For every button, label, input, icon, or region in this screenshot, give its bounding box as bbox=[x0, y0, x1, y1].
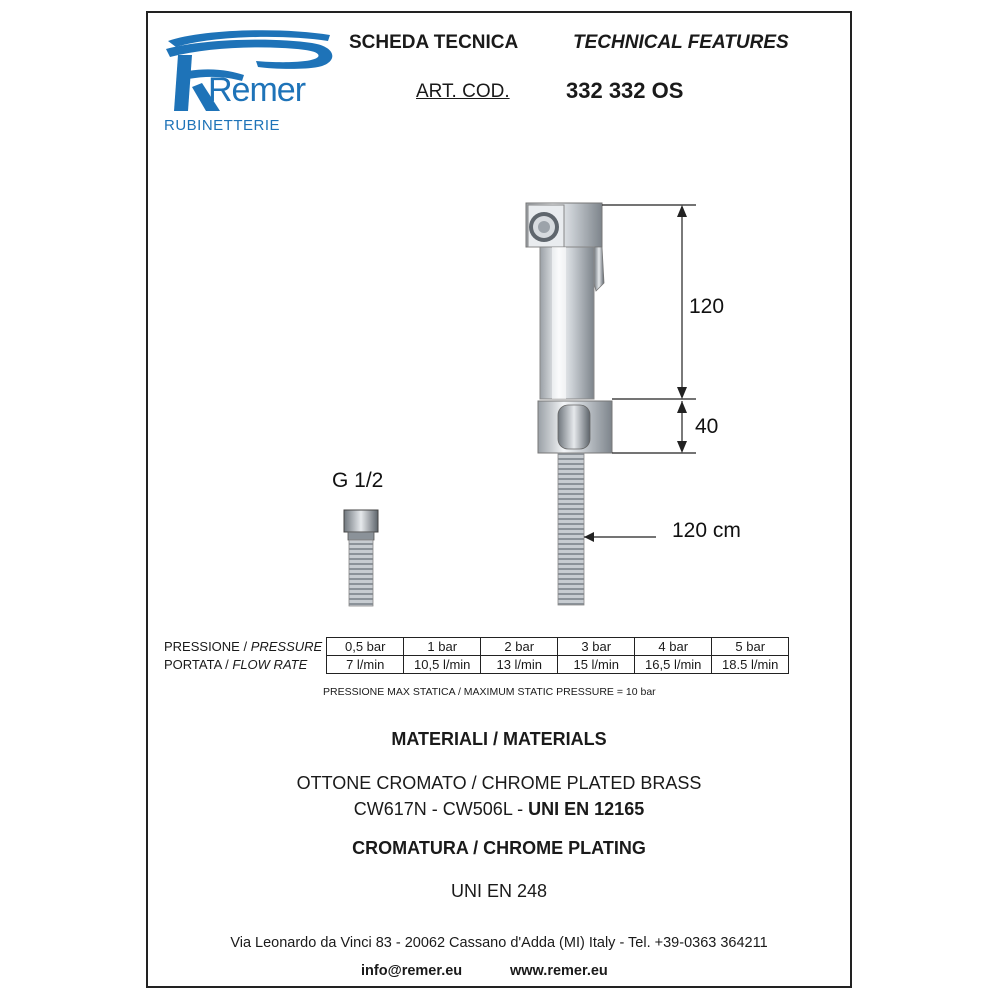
dimension-holder-height: 40 bbox=[695, 415, 719, 438]
table-cell: 3 bar bbox=[558, 638, 635, 656]
materials-description: OTTONE CROMATO / CHROME PLATED BRASS bbox=[296, 773, 702, 793]
bidet-sprayer-handle bbox=[540, 247, 594, 399]
table-cell: 16,5 l/min bbox=[635, 656, 712, 674]
materials-standards bbox=[148, 799, 850, 820]
plating-standard: UNI EN 248 bbox=[450, 881, 548, 901]
materials-norm: UNI EN 12165 bbox=[528, 799, 645, 819]
technical-sheet bbox=[146, 11, 852, 988]
art-code-label: ART. COD. bbox=[416, 81, 510, 102]
table-cell: 13 l/min bbox=[481, 656, 558, 674]
website-link[interactable]: www.remer.eu bbox=[510, 963, 608, 979]
table-cell: 5 bar bbox=[712, 638, 789, 656]
table-cell: 10,5 l/min bbox=[404, 656, 481, 674]
product-drawing bbox=[148, 183, 850, 623]
connector-thread-label: G 1/2 bbox=[332, 469, 384, 492]
pressure-flow-table bbox=[161, 637, 789, 674]
hose-connector bbox=[344, 510, 378, 606]
plating-title: CROMATURA / CHROME PLATING bbox=[352, 838, 646, 858]
pressure-label-en: PRESSURE bbox=[250, 639, 323, 654]
dimension-hose-length: 120 cm bbox=[672, 519, 741, 542]
table-cell: 2 bar bbox=[481, 638, 558, 656]
table-cell: 7 l/min bbox=[327, 656, 404, 674]
remer-logo bbox=[162, 27, 342, 133]
title-italian: SCHEDA TECNICA bbox=[349, 32, 519, 53]
table-cell: 15 l/min bbox=[558, 656, 635, 674]
logo-subtitle: RUBINETTERIE bbox=[164, 117, 281, 134]
flow-label-it: PORTATA / bbox=[164, 657, 233, 672]
flow-label-en: FLOW RATE bbox=[232, 657, 308, 672]
contact-email[interactable]: info@remer.eu bbox=[361, 963, 463, 979]
table-row bbox=[161, 656, 789, 674]
table-cell: 4 bar bbox=[635, 638, 712, 656]
pressure-label-it: PRESSIONE / bbox=[164, 639, 251, 654]
company-address: Via Leonardo da Vinci 83 - 20062 Cassano d'Adda (MI) Italy - Tel. +39-0363 364211 bbox=[230, 935, 768, 951]
max-static-pressure: PRESSIONE MAX STATICA / MAXIMUM STATIC PRESSURE = 10 bar bbox=[323, 686, 656, 698]
table-cell: 0,5 bar bbox=[327, 638, 404, 656]
pressure-row-label bbox=[161, 638, 327, 656]
materials-alloys: CW617N - CW506L - bbox=[353, 799, 529, 819]
art-code-value: 332 332 OS bbox=[566, 78, 684, 103]
hose bbox=[558, 453, 584, 605]
table-cell: 18.5 l/min bbox=[712, 656, 789, 674]
dimension-sprayer-height: 120 bbox=[689, 295, 725, 318]
flow-row-label bbox=[161, 656, 327, 674]
title-english: TECHNICAL FEATURES bbox=[573, 32, 789, 53]
table-cell: 1 bar bbox=[404, 638, 481, 656]
table-row bbox=[161, 638, 789, 656]
materials-title: MATERIALI / MATERIALS bbox=[391, 729, 607, 749]
logo-brand: Remer bbox=[208, 71, 306, 109]
wall-holder bbox=[538, 401, 612, 453]
